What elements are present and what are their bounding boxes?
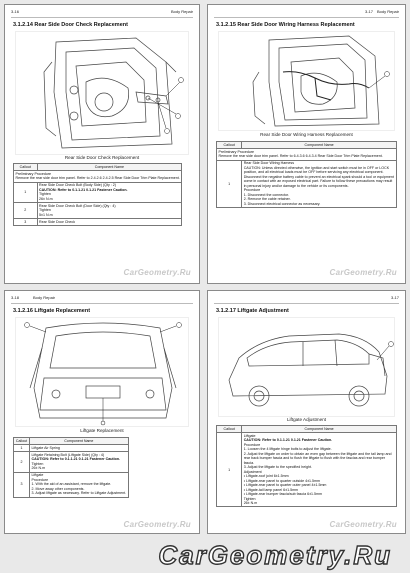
section-title: 3.1.2.17 Liftgate Adjustment [216, 308, 289, 314]
caution-text: CAUTION: Unless directed otherwise, the ignition and start switch must be in OFF or LOCK position, and all electrical loads must be OFF before servicing any electrical component. Disconnect the negative battery cable to prevent an electrical spark should a tool or equipment come in contact with an exposed electrical part. Failure to follow these precautions may result in personal injury and/or damage to the vehicle or its components. [243, 165, 394, 188]
section-name: Body Repair [170, 9, 193, 14]
table-row [14, 182, 182, 203]
component-name: Liftgate Retaining Bolt (Liftgate Side) (Qty : 4) [31, 452, 105, 457]
procedure-step: 3. Adjust the liftgate to the specified height. [243, 465, 313, 470]
component-name: Rear Side Door Check Bolt (Body Side) (Qty : 2) [39, 183, 116, 188]
procedure-step: 2. Adjust the liftgate on order to obtain an even gap between the liftgate and the tail lamp and rear back bumper fascia and to flush the liftgate to flush with the fascias and rear bumper fascia. [243, 451, 392, 465]
page-header [11, 295, 193, 304]
component-cell [242, 433, 397, 507]
callout-number: 1 [14, 182, 38, 203]
rear-door-drawing [16, 32, 190, 154]
section-name: 3-17 [390, 295, 399, 300]
component-name: Liftgate [31, 473, 44, 478]
watermark: CarGeometry.Ru [329, 268, 397, 277]
adjustment-spec: • Liftgate-roof joint 6±1.5mm [243, 474, 289, 479]
procedure-step: 2. Remove the cable retainer. [243, 197, 291, 202]
prelim-text: Remove the rear side door trim panel. Refer to 2.4.2.6 2.4.2.5 Rear Side Door Trim Plate Replacement. [15, 176, 180, 181]
figure-caption: Liftgate Replacement [80, 428, 124, 433]
prelim-label: Preliminary Procedure [218, 149, 255, 154]
callout-header: Callout [217, 142, 242, 149]
callout-header: Callout [217, 426, 242, 433]
caution-text: CAUTION: Refer to 0.1.1.21 0.1.21 Fastener Caution. [243, 438, 333, 443]
component-name: Liftgate Air Spring [30, 445, 129, 452]
callout-number: 1 [217, 160, 242, 207]
components-table [13, 437, 129, 498]
manual-page-3-17-liftgate [207, 290, 406, 534]
components-table [216, 425, 397, 507]
components-table [13, 163, 182, 226]
component-header: Component Name [37, 164, 182, 171]
component-cell [242, 160, 397, 207]
manual-page-3-16 [4, 4, 200, 284]
procedure-step: 2. Move away other components. [31, 486, 85, 491]
torque-value: 26± N.m [243, 501, 258, 506]
torque-value: 26± N.m [31, 466, 46, 471]
callout-number: 3 [14, 472, 30, 497]
liftgate-figure [15, 317, 189, 427]
vehicle-drawing [219, 318, 396, 416]
liftgate-adjustment-figure [218, 317, 395, 417]
section-title: 3.1.2.15 Rear Side Door Wiring Harness Replacement [216, 22, 355, 28]
adjustment-label: Adjustment [243, 469, 262, 474]
component-cell [37, 203, 182, 219]
callout-number: 3 [14, 219, 38, 226]
section-title: 3.1.2.16 Liftgate Replacement [13, 308, 91, 314]
procedure-step: 1. Loosen the 4 liftgate hinge bolts to adjust the liftgate. [243, 447, 332, 452]
torque-value: 26± N.m [39, 196, 53, 201]
callout-number: 2 [14, 203, 38, 219]
page-header [214, 295, 399, 304]
adjustment-spec: • Liftgate-rear panel to quarter outer panel 4±1.5mm [243, 483, 327, 488]
tighten-label: Tighten [243, 496, 256, 501]
table-row [14, 452, 129, 473]
preliminary-procedure [14, 171, 182, 183]
procedure-label: Procedure [243, 188, 261, 193]
procedure-step: 1. With the aid of an assistant, remove the liftgate. [31, 482, 112, 487]
page-number: 3-18 [11, 295, 20, 300]
manual-page-3-17 [207, 4, 406, 284]
figure-caption: Rear Side Door Check Replacement [64, 155, 140, 160]
callout-number: 2 [14, 452, 30, 473]
page-header [11, 9, 193, 18]
footer-watermark: CarGeometry.Ru [158, 540, 392, 570]
rear-door-check-figure [15, 31, 189, 155]
watermark: CarGeometry.Ru [329, 520, 397, 529]
watermark: CarGeometry.Ru [123, 520, 191, 529]
adjustment-spec: • Liftgate-rear panel to quarter outside 4±1.5mm [243, 478, 321, 483]
page-number: 3-17 [364, 9, 373, 14]
callout-header: Callout [14, 164, 38, 171]
procedure-label: Procedure [31, 477, 49, 482]
torque-value: 5±1 N.m [39, 212, 53, 217]
caution-text: CAUTION: Refer to 0.1.1.21 0.1.21 Fastener Caution. [39, 187, 128, 192]
component-cell [37, 182, 182, 203]
section-name: Body Repair [376, 9, 399, 14]
caution-text: CAUTION: Refer to 0.1.1.21 0.1.21 Fastener Caution. [31, 457, 121, 462]
component-cell [30, 452, 129, 473]
component-header: Component Name [30, 438, 129, 445]
procedure-label: Procedure [243, 442, 261, 447]
tighten-label: Tighten [39, 192, 51, 197]
component-name: Rear Side Door Wiring Harness [243, 161, 295, 166]
preliminary-procedure [217, 149, 397, 161]
section-name: Body Repair [33, 295, 56, 300]
tighten-label: Tighten [31, 461, 44, 466]
table-row [217, 433, 397, 507]
components-table [216, 141, 397, 208]
component-name: Rear Side Door Check [37, 219, 182, 226]
table-row [14, 472, 129, 497]
table-row [14, 219, 182, 226]
liftgate-drawing [16, 318, 190, 426]
prelim-label: Preliminary Procedure [15, 171, 52, 176]
component-cell [30, 472, 129, 497]
procedure-step: 3. Adjust liftgate as necessary. Refer to Liftgate Adjustment. [31, 491, 127, 496]
wiring-harness-figure [218, 31, 395, 131]
watermark: CarGeometry.Ru [123, 268, 191, 277]
component-header: Component Name [242, 426, 397, 433]
procedure-step: 1. Disconnect the connector. [243, 192, 290, 197]
callout-number: 1 [14, 445, 30, 452]
page-number: 3-16 [11, 9, 20, 14]
adjustment-spec: • Liftgate-rear bumper fascia/sub fascia 6±1.5mm [243, 492, 323, 497]
page-header [214, 9, 399, 18]
adjustment-spec: • Liftgate-tail lamp panel 6±1.5mm [243, 487, 299, 492]
tighten-label: Tighten [39, 208, 51, 213]
table-row [217, 160, 397, 207]
component-name: Rear Side Door Check Bolt (Door Side) (Qty : 4) [39, 203, 116, 208]
manual-page-3-18 [4, 290, 200, 534]
section-title: 3.1.2.14 Rear Side Door Check Replacement [13, 22, 128, 28]
table-row [14, 203, 182, 219]
component-header: Component Name [242, 142, 397, 149]
table-row [14, 445, 129, 452]
wiring-harness-drawing [219, 32, 396, 130]
callout-number: 1 [217, 433, 242, 507]
figure-caption: Liftgate Adjustment [286, 417, 327, 422]
figure-caption: Rear Side Door Wiring Harness Replacement [260, 132, 353, 137]
prelim-text: Remove the rear side door trim panel. Refer to 6.4.3.6 6.4.3.4 Rear Side Door Trim Plate Replacement. [218, 154, 383, 159]
callout-header: Callout [14, 438, 30, 445]
component-name: Liftgate [243, 433, 256, 438]
procedure-step: 3. Disconnect electrical connector as necessary. [243, 201, 321, 206]
